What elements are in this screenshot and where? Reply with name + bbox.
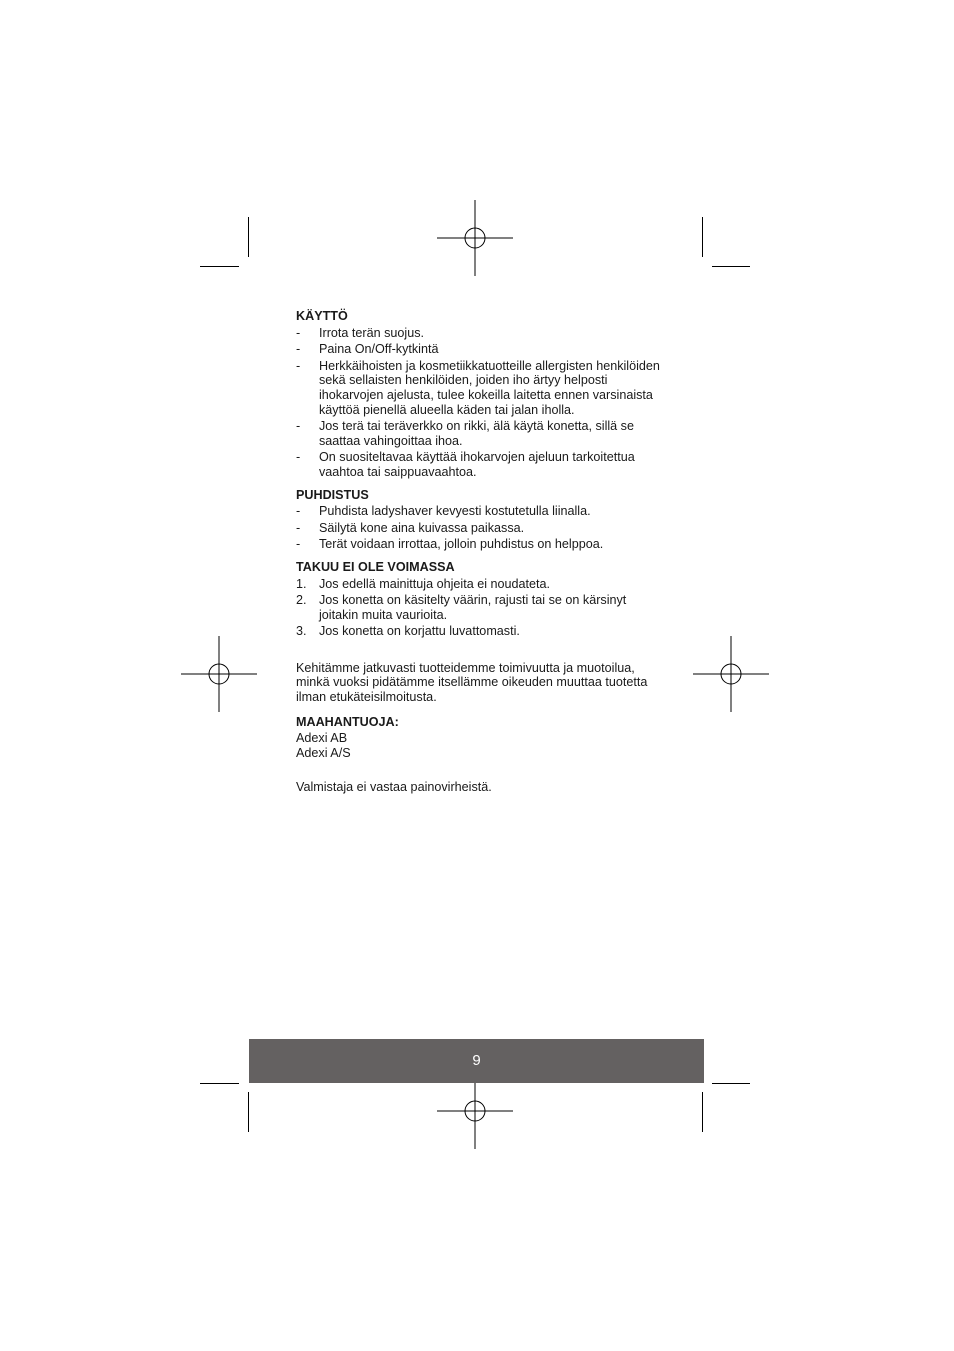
list-item [296,537,666,552]
page-number: 9 [472,1052,481,1069]
list-marker: - [296,504,301,519]
list-item-text: On suositeltavaa käyttää ihokarvojen ajeluun tarkoitettua vaahtoa tai saippuavaahtoa. [319,450,635,479]
crop-mark-top-left-v [248,217,249,257]
list-marker: - [296,342,301,357]
list-item-text: Jos edellä mainittuja ohjeita ei noudateta. [319,576,551,591]
cleaning-section [296,488,666,552]
list-number: 3. [296,624,307,639]
importer-line: Adexi A/S [296,745,351,760]
list-item-text: Terät voidaan irrottaa, jolloin puhdistus on helppoa. [319,537,604,552]
page-footer-bar [249,1039,704,1083]
registration-mark-right-icon [693,636,769,712]
list-marker: - [296,520,301,535]
improvement-note: Kehitämme jatkuvasti tuotteidemme toimivuutta ja muotoilua, minkä vuoksi pidätämme itsellämme oikeuden muuttaa tuotetta ilman etukäteisilmoitusta. [296,660,648,705]
list-item-text: Säilytä kone aina kuivassa paikassa. [319,520,525,535]
crop-mark-bottom-left-v [248,1092,249,1132]
list-item-text: Herkkäihoisten ja kosmetiikkatuotteille allergisten henkilöiden sekä sellaisten henkilöiden, joiden iho ärtyy helposti ihokarvojen ajelusta, tulee kokeilla laitetta ennen varsinaista käyttöä pienellä alueella käden tai jalan iholla. [319,358,660,417]
list-item-text: Jos konetta on korjattu luvattomasti. [319,624,520,639]
cleaning-heading: PUHDISTUS [296,487,369,502]
crop-mark-top-left-h [200,266,239,267]
list-item [296,504,666,519]
list-item [296,577,666,592]
list-item [296,359,666,417]
list-item [296,624,666,639]
list-item [296,342,666,357]
disclaimer: Valmistaja ei vastaa painovirheistä. [296,780,492,795]
importer-heading: MAAHANTUOJA: [296,714,399,729]
importer-section [296,715,666,761]
list-marker: - [296,419,301,434]
list-item-text: Jos konetta on käsitelty väärin, rajusti tai se on kärsinyt joitakin muita vaurioita. [319,593,627,622]
registration-mark-top-icon [437,200,513,276]
crop-mark-bottom-right-h [712,1083,750,1084]
list-marker: - [296,450,301,465]
registration-mark-bottom-icon [437,1073,513,1149]
crop-mark-bottom-left-h [200,1083,239,1084]
usage-list [296,326,666,480]
usage-heading: KÄYTTÖ [296,309,348,323]
crop-mark-bottom-right-v [702,1092,703,1132]
list-item [296,326,666,341]
manual-content [296,309,666,795]
warranty-heading: TAKUU EI OLE VOIMASSA [296,559,455,574]
list-item [296,593,666,622]
cleaning-list [296,504,666,552]
usage-section [296,309,666,480]
list-item-text: Paina On/Off-kytkintä [319,342,439,357]
list-marker: - [296,537,301,552]
list-marker: - [296,325,301,340]
list-marker: - [296,358,301,373]
list-item [296,521,666,536]
warranty-list [296,577,666,639]
importer-line: Adexi AB [296,731,348,746]
list-item [296,419,666,448]
list-item-text: Jos terä tai teräverkko on rikki, älä käytä konetta, sillä se saattaa vahingoittaa ihoa. [319,419,634,448]
warranty-section [296,560,666,639]
registration-mark-left-icon [181,636,257,712]
crop-mark-top-right-h [712,266,750,267]
list-item-text: Puhdista ladyshaver kevyesti kostutetulla liinalla. [319,504,591,519]
list-item [296,450,666,479]
list-number: 2. [296,593,307,608]
crop-mark-top-right-v [702,217,703,257]
list-number: 1. [296,576,307,591]
list-item-text: Irrota terän suojus. [319,325,424,340]
